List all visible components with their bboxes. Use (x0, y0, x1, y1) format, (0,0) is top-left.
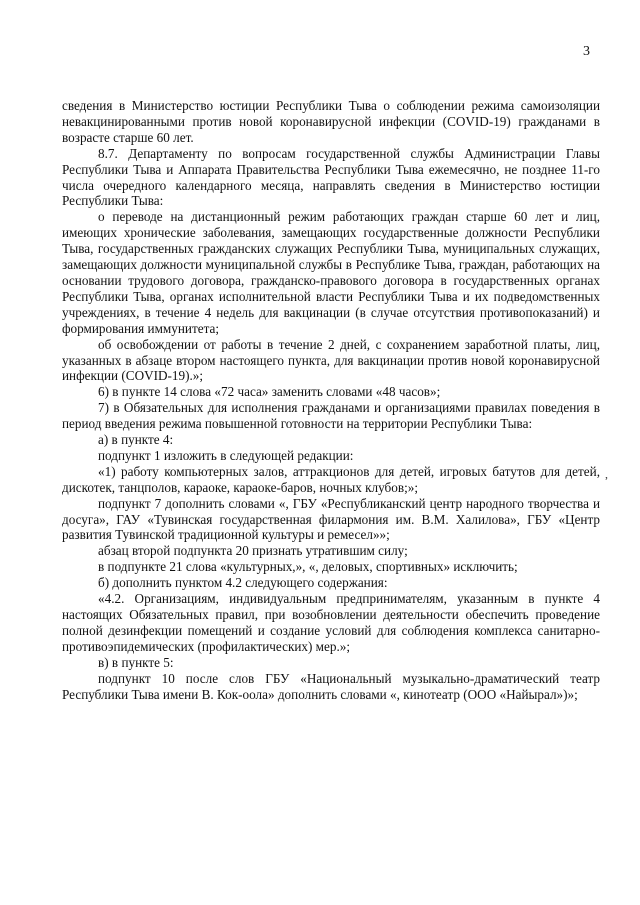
paragraph: о переводе на дистанционный режим работающих граждан старше 60 лет и лиц, имеющих хронические заболевания, замещающих государственные должности Республики Тыва, государственных гражданских служащих Республики Тыва, муниципальных служащих, замещающих должности муниципальной службы в Республике Тыва, граждан, работающих на основании трудового договора, гражданско-правового договора в государственных органах Республики Тыва, органах исполнительной власти Республики Тыва и их подведомственных учреждениях, в течение 4 недель для вакцинации (в случае отсутствия противопоказаний) и формирования иммунитета; (62, 209, 600, 336)
paragraph: об освобождении от работы в течение 2 дней, с сохранением заработной платы, лиц, указанных в абзаце втором настоящего пункта, для вакцинации против новой коронавирусной инфекции (COVID-19).»; (62, 336, 600, 384)
document-body (62, 98, 600, 702)
paragraph: 6) в пункте 14 слова «72 часа» заменить словами «48 часов»; (98, 384, 441, 400)
paragraph: подпункт 1 изложить в следующей редакции: (98, 447, 354, 463)
paragraph: 8.7. Департаменту по вопросам государственной службы Администрации Главы Республики Тыва и Аппарата Правительства Республики Тыва ежемесячно, не позднее 11-го числа очередного календарного месяца, направлять сведения в Министерство юстиции Республики Тыва: (62, 145, 600, 209)
page-number: 3 (583, 44, 590, 59)
paragraph: «4.2. Организациям, индивидуальным предпринимателям, указанным в пункте 4 настоящих Обязательных правил, при возобновлении деятельности обеспечить проведение полной дезинфекции помещений и создание условий для соблюдения комплекса санитарно-противоэпидемических (профилактических) мер.»; (62, 591, 600, 654)
paragraph: абзац второй подпункта 20 признать утратившим силу; (98, 543, 408, 559)
paragraph: сведения в Министерство юстиции Республики Тыва о соблюдении режима самоизоляции невакцинированными против новой коронавирусной инфекции (COVID-19) гражданами в возрасте старше 60 лет. (62, 98, 600, 145)
paragraph: «1) работу компьютерных залов, аттракционов для детей, игровых батутов для детей, дискотек, танцполов, караоке, караоке-баров, ночных клубов;»; (62, 463, 600, 495)
paragraph: а) в пункте 4: (98, 432, 174, 448)
margin-mark: , (605, 467, 608, 481)
paragraph: подпункт 10 после слов ГБУ «Национальный музыкально-драматический театр Республики Тыва имени В. Кок-оола» дополнить словами «, кинотеатр (ООО «Найырал»)»; (62, 670, 600, 702)
paragraph: б) дополнить пунктом 4.2 следующего содержания: (98, 575, 388, 591)
paragraph: в подпункте 21 слова «культурных,», «, деловых, спортивных» исключить; (98, 559, 518, 575)
paragraph: в) в пункте 5: (98, 654, 174, 670)
paragraph: 7) в Обязательных для исполнения гражданами и организациями правилах поведения в период введения режима повышенной готовности на территории Республики Тыва: (62, 400, 600, 432)
paragraph: подпункт 7 дополнить словами «, ГБУ «Республиканский центр народного творчества и досуга», ГАУ «Тувинская государственная филармония им. В.М. Халилова», ГБУ «Центр развития Тувинской традиционной культуры и ремесел»»; (62, 495, 600, 543)
